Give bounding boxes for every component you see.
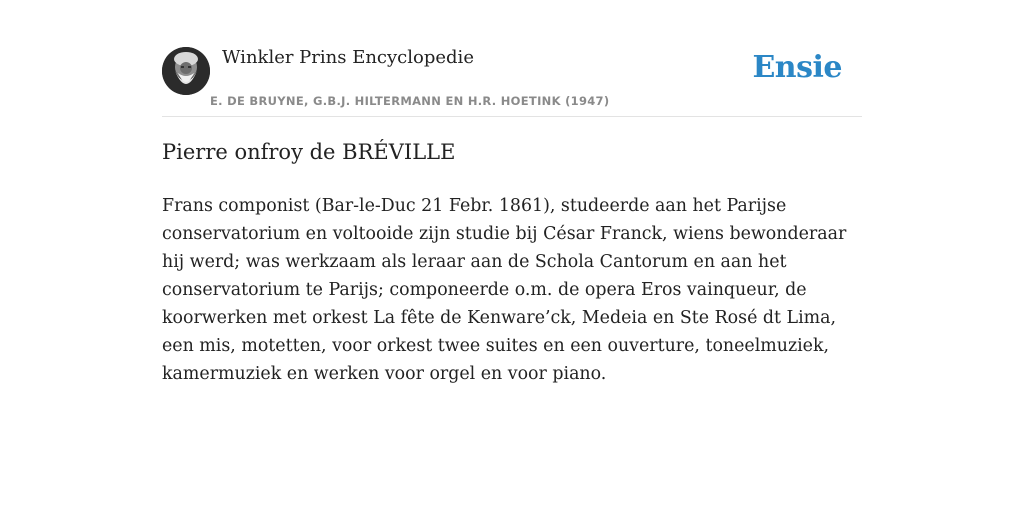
entry-title: Pierre onfroy de BRÉVILLE — [162, 140, 456, 164]
author-avatar[interactable] — [162, 47, 210, 95]
book-authors: E. DE BRUYNE, G.B.J. HILTERMANN EN H.R. HOETINK (1947) — [210, 94, 610, 108]
portrait-icon — [162, 47, 210, 95]
page-header — [162, 44, 862, 117]
brand-logo[interactable]: Ensie — [752, 50, 842, 85]
entry-body: Frans componist (Bar-le-Duc 21 Febr. 1861), studeerde aan het Parijse conservatorium en voltooide zijn studie bij César Franck, wiens bewonderaar hij werd; was werkzaam als leraar aan de Schola Cantorum en aan het conservatorium te Parijs; componeerde o.m. de opera Eros vainqueur, de koorwerken met orkest La fête de Kenware’ck, Medeia en Ste Rosé dt Lima, een mis, motetten, voor orkest twee suites en een ouverture, toneelmuziek, kamermuziek en werken voor orgel en voor piano. — [162, 196, 847, 384]
book-title[interactable]: Winkler Prins Encyclopedie — [222, 47, 474, 68]
